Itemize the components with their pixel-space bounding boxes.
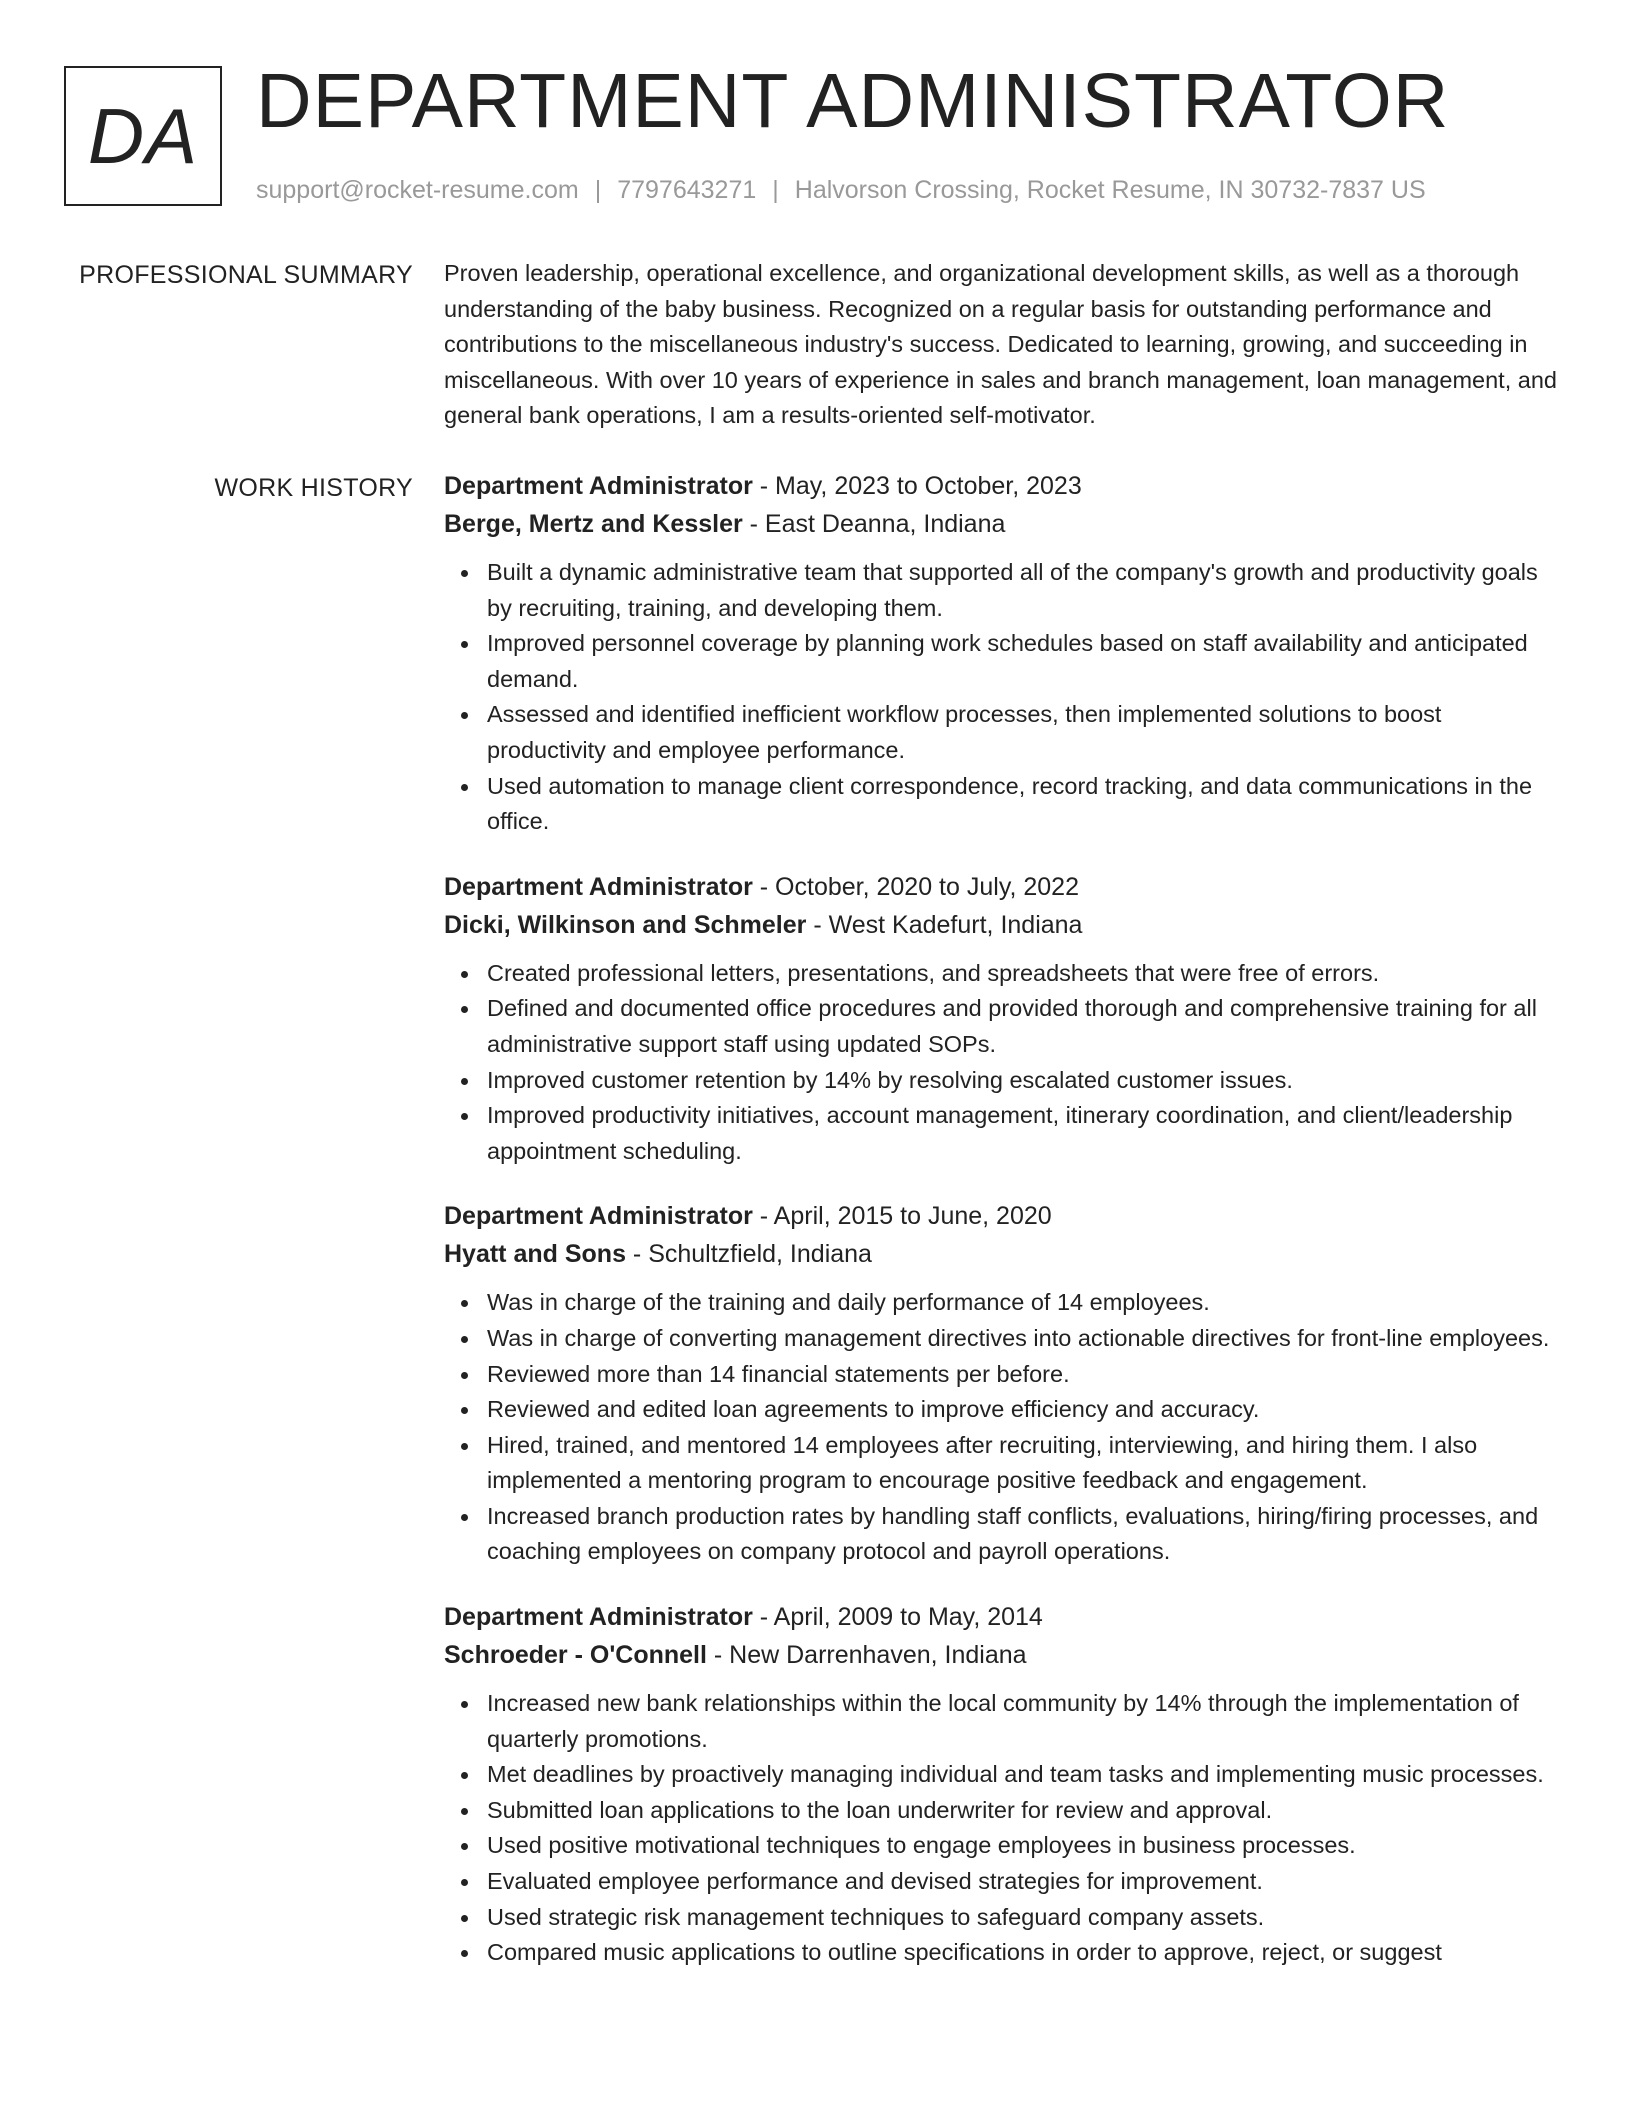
job-bullet: Reviewed and edited loan agreements to improve efficiency and accuracy. [487,1392,1564,1428]
job-bullet: Created professional letters, presentations, and spreadsheets that were free of errors. [487,956,1564,992]
job-bullet-list [444,956,1564,1170]
job-title-line [444,1598,1564,1636]
job-company-line [444,906,1564,944]
work-history-heading: WORK HISTORY [214,474,413,502]
job-entry [444,1197,1564,1570]
contact-line [256,174,1426,206]
job-bullet: Met deadlines by proactively managing individual and team tasks and implementing music processes. [487,1757,1564,1793]
job-bullet: Improved personnel coverage by planning work schedules based on staff availability and anticipated demand. [487,626,1564,697]
job-company: Schroeder - O'Connell [444,1641,707,1670]
monogram-badge [64,66,222,206]
job-entry [444,1598,1564,1971]
contact-address: Halvorson Crossing, Rocket Resume, IN 30732-7837 US [794,176,1426,204]
job-company-line [444,1636,1564,1674]
job-dates: - October, 2020 to July, 2022 [752,872,1079,901]
job-bullet: Was in charge of the training and daily performance of 14 employees. [487,1285,1564,1321]
job-title: Department Administrator [444,1202,753,1231]
job-bullet: Improved productivity initiatives, account management, itinerary coordination, and client/leadership appointment scheduling. [487,1098,1564,1169]
job-bullet-list [444,1686,1564,1971]
job-bullet: Reviewed more than 14 financial statements per before. [487,1357,1564,1393]
job-bullet: Compared music applications to outline specifications in order to approve, reject, or suggest [487,1935,1564,1971]
job-dates: - April, 2015 to June, 2020 [752,1202,1052,1231]
job-entry [444,467,1564,840]
job-bullet: Built a dynamic administrative team that supported all of the company's growth and productivity goals by recruiting, training, and developing them. [487,555,1564,626]
job-company-line [444,505,1564,543]
job-company: Hyatt and Sons [444,1240,626,1269]
job-company: Berge, Mertz and Kessler [444,510,743,538]
summary-text: Proven leadership, operational excellence, and organizational development skills, as well as a thorough understanding of the baby business. Recognized on a regular basis for outstanding performance and contributions to the miscellaneous industry's success. Dedicated to learning, growing, and succeeding in miscellaneous. With over 10 years of experience in sales and branch management, loan management, and general bank operations, I am a results-oriented self-motivator. [444,260,1557,429]
job-bullet: Hired, trained, and mentored 14 employees after recruiting, interviewing, and hiring them. I also implemented a mentoring program to encourage positive feedback and engagement. [487,1428,1564,1499]
job-title-line [444,467,1564,505]
job-bullet-list [444,555,1564,840]
job-location: - East Deanna, Indiana [742,510,1006,538]
job-bullet: Increased branch production rates by handling staff conflicts, evaluations, hiring/firing processes, and coaching employees on company protocol and payroll operations. [487,1499,1564,1570]
contact-separator: | [594,176,602,204]
summary-heading: PROFESSIONAL SUMMARY [79,261,413,289]
work-history-body [444,467,1564,1999]
job-bullet: Assessed and identified inefficient workflow processes, then implemented solutions to boost productivity and employee performance. [487,697,1564,768]
job-location: - New Darrenhaven, Indiana [706,1641,1027,1670]
job-bullet: Submitted loan applications to the loan underwriter for review and approval. [487,1793,1564,1829]
job-bullet: Used strategic risk management techniques to safeguard company assets. [487,1900,1564,1936]
contact-phone: 7797643271 [617,176,757,204]
job-company: Dicki, Wilkinson and Schmeler [444,910,807,939]
job-bullet: Evaluated employee performance and devised strategies for improvement. [487,1864,1564,1900]
job-bullet: Was in charge of converting management directives into actionable directives for front-line employees. [487,1321,1564,1357]
job-bullet-list [444,1285,1564,1570]
job-bullet: Used positive motivational techniques to engage employees in business processes. [487,1828,1564,1864]
job-bullet: Defined and documented office procedures and provided thorough and comprehensive training for all administrative support staff using updated SOPs. [487,991,1564,1062]
job-title: Department Administrator [444,472,753,500]
job-dates: - April, 2009 to May, 2014 [752,1603,1043,1632]
resume-name: DEPARTMENT ADMINISTRATOR [256,58,1450,144]
contact-separator: | [772,176,779,204]
job-title: Department Administrator [444,872,753,901]
job-dates: - May, 2023 to October, 2023 [752,472,1082,500]
contact-email: support@rocket-resume.com [256,176,579,204]
job-bullet: Improved customer retention by 14% by resolving escalated customer issues. [487,1063,1564,1099]
job-title: Department Administrator [444,1603,753,1632]
job-title-line [444,1197,1564,1235]
job-bullet: Increased new bank relationships within the local community by 14% through the implementation of quarterly promotions. [487,1686,1564,1757]
job-title-line [444,868,1564,906]
job-company-line [444,1235,1564,1273]
job-bullet: Used automation to manage client correspondence, record tracking, and data communications in the office. [487,769,1564,840]
job-location: - West Kadefurt, Indiana [806,910,1083,939]
monogram-initials: DA [87,91,199,180]
job-entry [444,868,1564,1170]
summary-body [444,256,1564,434]
job-location: - Schultzfield, Indiana [625,1240,872,1269]
